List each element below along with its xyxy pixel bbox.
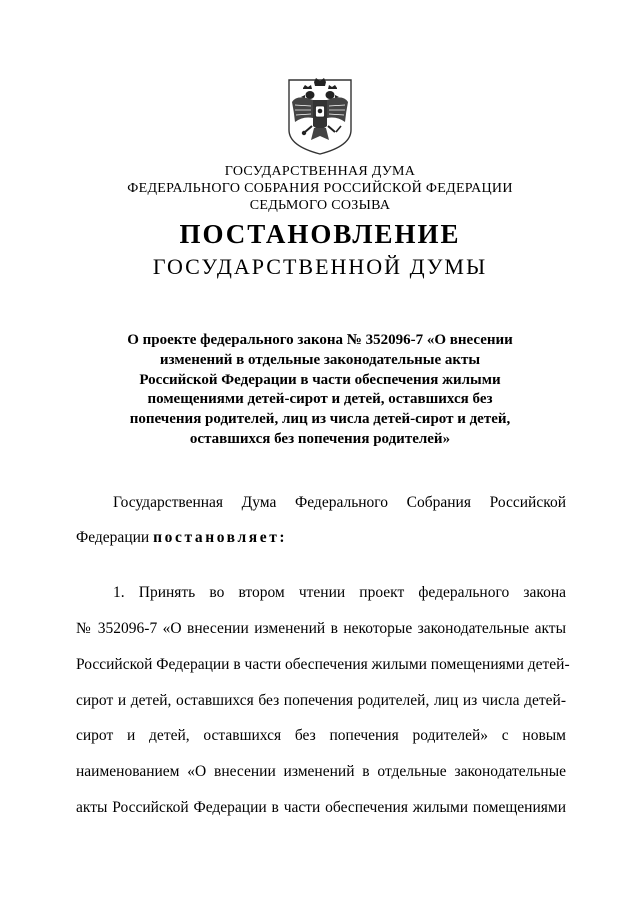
document-type-title: ПОСТАНОВЛЕНИЕ (179, 219, 461, 249)
resolution-subject (110, 331, 530, 450)
subject-line: помещениями детей-сирот и детей, оставшихся без (147, 391, 493, 408)
convocation: СЕДЬМОГО СОЗЫВА (249, 198, 391, 213)
resolves-word: постановляет: (153, 529, 288, 546)
paragraph-line: сирот и детей, оставшихся без попечения родителей, лиц из числа детей- (76, 692, 566, 709)
paragraph-line: сирот и детей, оставшихся без попечения родителей» с новым (76, 727, 566, 744)
coat-of-arms-icon (283, 76, 357, 156)
paragraph-line: 1. Принять во втором чтении проект федерального закона (113, 584, 566, 601)
paragraph-line: Российской Федерации в части обеспечения жилыми помещениями детей- (76, 656, 570, 673)
paragraph-line: наименованием «О внесении изменений в отдельные законодательные (76, 763, 566, 780)
paragraph-line: акты Российской Федерации в части обеспечения жилыми помещениями (76, 799, 566, 816)
preamble-start: Федерации (76, 529, 154, 546)
subject-line: оставшихся без попечения родителей» (189, 430, 451, 447)
preamble-line-2 (76, 528, 566, 548)
subject-line: изменений в отдельные законодательные акты (159, 351, 481, 368)
chamber-name: ГОСУДАРСТВЕННАЯ ДУМА (224, 164, 416, 179)
paragraph-line: № 352096-7 «О внесении изменений в некоторые законодательные акты (76, 620, 566, 637)
subject-line: О проекте федерального закона № 352096-7 «О внесении (127, 332, 513, 348)
subject-line: Российской Федерации в части обеспечения жилыми (139, 371, 501, 388)
document-issuer-subtitle: ГОСУДАРСТВЕННОЙ ДУМЫ (152, 254, 488, 279)
subject-line: попечения родителей, лиц из числа детей-сирот и детей, (129, 411, 511, 428)
assembly-name: ФЕДЕРАЛЬНОГО СОБРАНИЯ РОССИЙСКОЙ ФЕДЕРАЦИИ (127, 181, 513, 196)
preamble-line: Государственная Дума Федерального Собрания Российской (113, 494, 566, 511)
